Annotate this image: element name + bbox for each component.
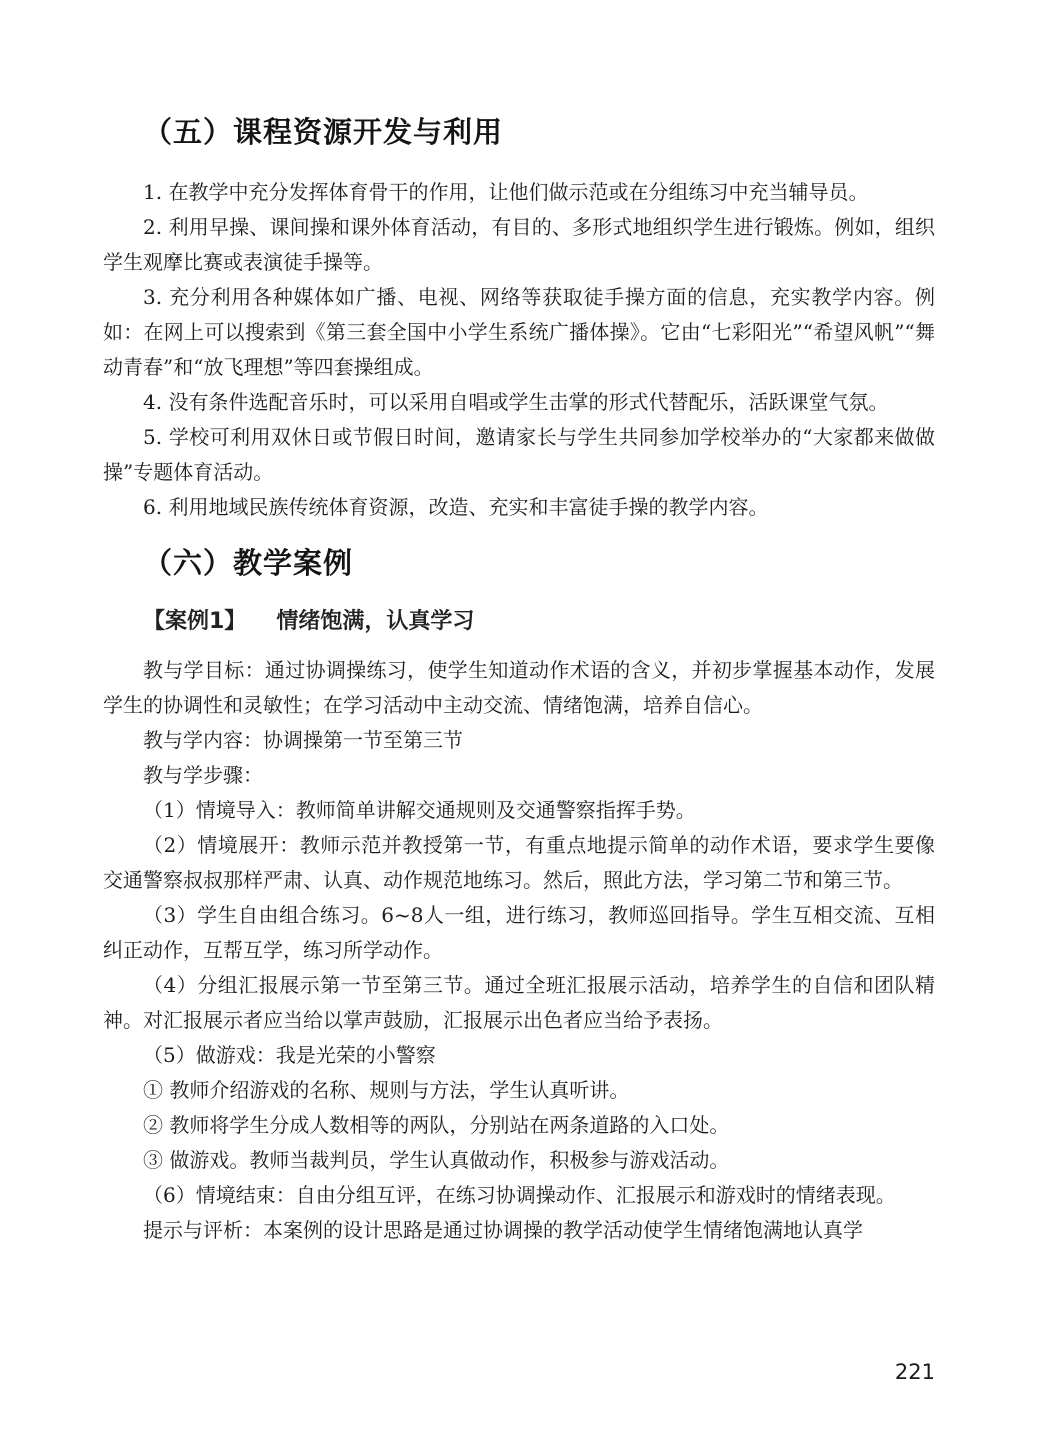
case-1-step-6: （6）情境结束：自由分组互评，在练习协调操动作、汇报展示和游戏时的情绪表现。 [143, 1183, 896, 1207]
section-5-heading: （五）课程资源开发与利用 [143, 115, 504, 149]
section-5-item-4: 4. 没有条件选配音乐时，可以采用自唱或学生击掌的形式代替配乐，活跃课堂气氛。 [143, 390, 889, 414]
case-1-label: 【案例1】 [143, 609, 247, 634]
section-5-item-3: 3. 充分利用各种媒体如广播、电视、网络等获取徒手操方面的信息，充实教学内容。例如：在网上可以搜索到《第三套全国中小学生系统广播体操》。它由“七彩阳光”“希望风帆”“舞动青春”和“放飞理想”等四套操组成。 [103, 285, 935, 379]
case-1-step-1: （1）情境导入：教师简单讲解交通规则及交通警察指挥手势。 [143, 798, 696, 822]
case-1-review-paragraph: 提示与评析：本案例的设计思路是通过协调操的教学活动使学生情绪饱满地认真学 [143, 1218, 863, 1242]
case-1-content-paragraph: 教与学内容：协调操第一节至第三节 [143, 728, 463, 752]
case-1-game-item-3: ③ 做游戏。教师当裁判员，学生认真做动作，积极参与游戏活动。 [143, 1148, 730, 1172]
section-5-item-6: 6. 利用地域民族传统体育资源，改造、充实和丰富徒手操的教学内容。 [143, 495, 769, 519]
case-1-steps-label: 教与学步骤： [143, 763, 263, 787]
case-1-step-2: （2）情境展开：教师示范并教授第一节，有重点地提示简单的动作术语，要求学生要像交通警察叔叔那样严肃、认真、动作规范地练习。然后，照此方法，学习第二节和第三节。 [103, 833, 935, 892]
case-1-step-4: （4）分组汇报展示第一节至第三节。通过全班汇报展示活动，培养学生的自信和团队精神。对汇报展示者应当给以掌声鼓励，汇报展示出色者应当给予表扬。 [103, 973, 935, 1032]
section-5-item-1: 1. 在教学中充分发挥体育骨干的作用，让他们做示范或在分组练习中充当辅导员。 [143, 180, 869, 204]
section-6-heading: （六）教学案例 [143, 546, 354, 580]
case-1-heading [103, 604, 935, 635]
case-1-step-3: （3）学生自由组合练习。6~8人一组，进行练习，教师巡回指导。学生互相交流、互相纠正动作，互帮互学，练习所学动作。 [103, 903, 935, 962]
case-1-game-item-1: ① 教师介绍游戏的名称、规则与方法，学生认真听讲。 [143, 1078, 630, 1102]
case-1-game-item-2: ② 教师将学生分成人数相等的两队，分别站在两条道路的入口处。 [143, 1113, 730, 1137]
case-1-goal-paragraph: 教与学目标：通过协调操练习，使学生知道动作术语的含义，并初步掌握基本动作，发展学生的协调性和灵敏性；在学习活动中主动交流、情绪饱满，培养自信心。 [103, 658, 935, 717]
case-1-step-5: （5）做游戏：我是光荣的小警察 [143, 1043, 436, 1067]
case-1-title: 情绪饱满，认真学习 [276, 609, 475, 634]
section-5-item-5: 5. 学校可利用双休日或节假日时间，邀请家长与学生共同参加学校举办的“大家都来做做操”专题体育活动。 [103, 425, 935, 484]
section-5-item-2: 2. 利用早操、课间操和课外体育活动，有目的、多形式地组织学生进行锻炼。例如，组织学生观摩比赛或表演徒手操等。 [103, 215, 935, 274]
page-number: 221 [894, 1360, 935, 1384]
